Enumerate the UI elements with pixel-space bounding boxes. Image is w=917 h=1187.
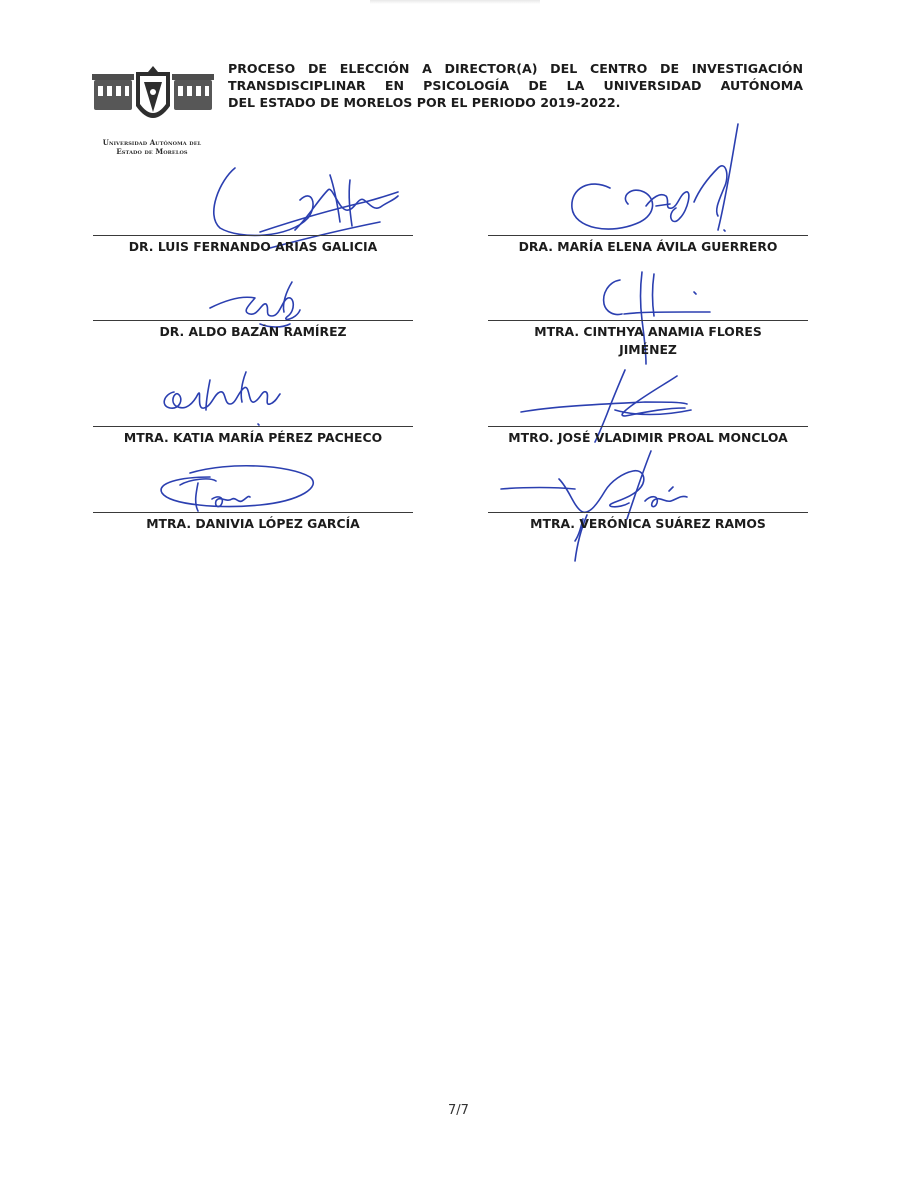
signatory-name-line2: JIMÉNEZ	[619, 342, 677, 357]
signature-line	[93, 426, 413, 427]
signature-line	[488, 512, 808, 513]
signature-line	[488, 320, 808, 321]
university-name-line1: Universidad Autónoma del	[102, 138, 202, 147]
page-number: 7/7	[448, 1103, 469, 1118]
title-line1: PROCESO DE ELECCIÓN A DIRECTOR(A) DEL CENTRO DE INVESTIGACIÓN	[228, 61, 803, 76]
signature-perez-pacheco	[150, 362, 290, 430]
signature-suarez-ramos	[495, 445, 705, 565]
scan-artifact	[370, 0, 540, 4]
university-logo	[92, 62, 214, 134]
signatory-name-multiline	[478, 323, 818, 359]
signatory-name: MTRO. JOSÉ VLADIMIR PROAL MONCLOA	[508, 430, 788, 445]
signatory-name: MTRA. VERÓNICA SUÁREZ RAMOS	[530, 516, 766, 531]
signatory-name: MTRA. DANIVIA LÓPEZ GARCÍA	[146, 516, 360, 531]
signature-line	[488, 235, 808, 236]
title-line2: TRANSDISCIPLINAR EN PSICOLOGÍA DE LA UNIVERSIDAD AUTÓNOMA	[228, 78, 803, 93]
signature-line	[93, 320, 413, 321]
signatory-name: DRA. MARÍA ELENA ÁVILA GUERRERO	[518, 239, 778, 254]
signatory-name-line1: MTRA. CINTHYA ANAMIA FLORES	[534, 324, 762, 339]
signatory-name: DR. ALDO BAZÁN RAMÍREZ	[159, 324, 347, 339]
signatory-name: DR. LUIS FERNANDO ARIAS GALICIA	[128, 239, 378, 254]
university-name	[82, 138, 222, 156]
title-line3: DEL ESTADO DE MORELOS POR EL PERIODO 2019-2022.	[228, 95, 621, 110]
signatory-name: MTRA. KATIA MARÍA PÉREZ PACHECO	[123, 430, 383, 445]
signature-avila-guerrero	[560, 118, 760, 258]
university-name-line2: Estado de Morelos	[116, 147, 188, 156]
document-title	[228, 60, 803, 111]
signature-line	[488, 426, 808, 427]
signature-line	[93, 512, 413, 513]
signature-line	[93, 235, 413, 236]
